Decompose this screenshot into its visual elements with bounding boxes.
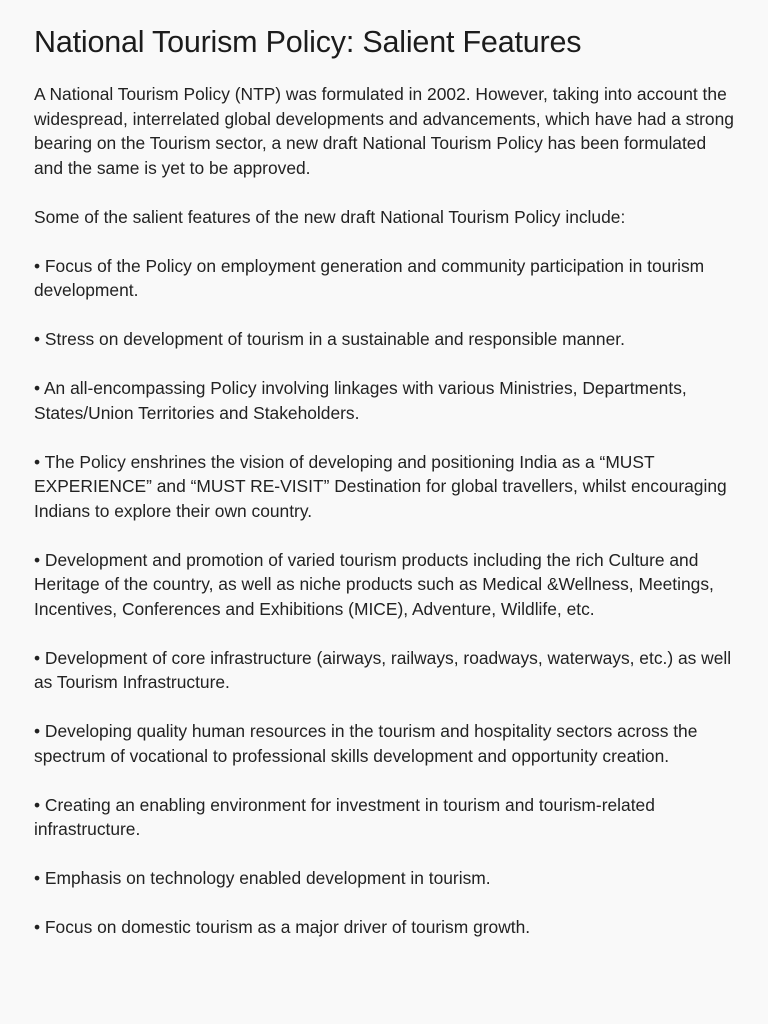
lead-in-paragraph: Some of the salient features of the new draft National Tourism Policy include: bbox=[34, 206, 626, 227]
feature-item-technology: • Emphasis on technology enabled development in tourism. bbox=[34, 868, 491, 888]
feature-item-sustainable: • Stress on development of tourism in a sustainable and responsible manner. bbox=[34, 329, 625, 349]
feature-item-employment: • Focus of the Policy on employment generation and community participation in tourism development. bbox=[34, 255, 705, 300]
intro-paragraph: A National Tourism Policy (NTP) was formulated in 2002. However, taking into account the widespread, interrelated global developments and advancements, which have had a strong bearing on the Tourism sector, a new draft National Tourism Policy has been formulated and the same is yet to be approved. bbox=[34, 84, 734, 178]
feature-list bbox=[34, 254, 734, 940]
feature-item-infrastructure: • Development of core infrastructure (airways, railways, roadways, waterways, etc.) as well as Tourism Infrastructure. bbox=[34, 647, 732, 692]
feature-item-domestic: • Focus on domestic tourism as a major driver of tourism growth. bbox=[34, 917, 531, 937]
feature-item-investment: • Creating an enabling environment for investment in tourism and tourism-related infrastructure. bbox=[34, 794, 655, 839]
feature-item-products: • Development and promotion of varied tourism products including the rich Culture and Heritage of the country, as well as niche products such as Medical &Wellness, Meetings, Incentives, Conferences and Exhibitions (MICE), Adventure, Wildlife, etc. bbox=[34, 549, 714, 619]
page-title: National Tourism Policy: Salient Features bbox=[34, 25, 582, 59]
feature-item-vision: • The Policy enshrines the vision of developing and positioning India as a “MUST EXPERIENCE” and “MUST RE-VISIT” Destination for global travellers, whilst encouraging Indians to explore their own country. bbox=[34, 451, 727, 521]
feature-item-human-resources: • Developing quality human resources in the tourism and hospitality sectors across the spectrum of vocational to professional skills development and opportunity creation. bbox=[34, 721, 698, 766]
feature-item-linkages: • An all-encompassing Policy involving linkages with various Ministries, Departments, States/Union Territories and Stakeholders. bbox=[34, 378, 687, 423]
